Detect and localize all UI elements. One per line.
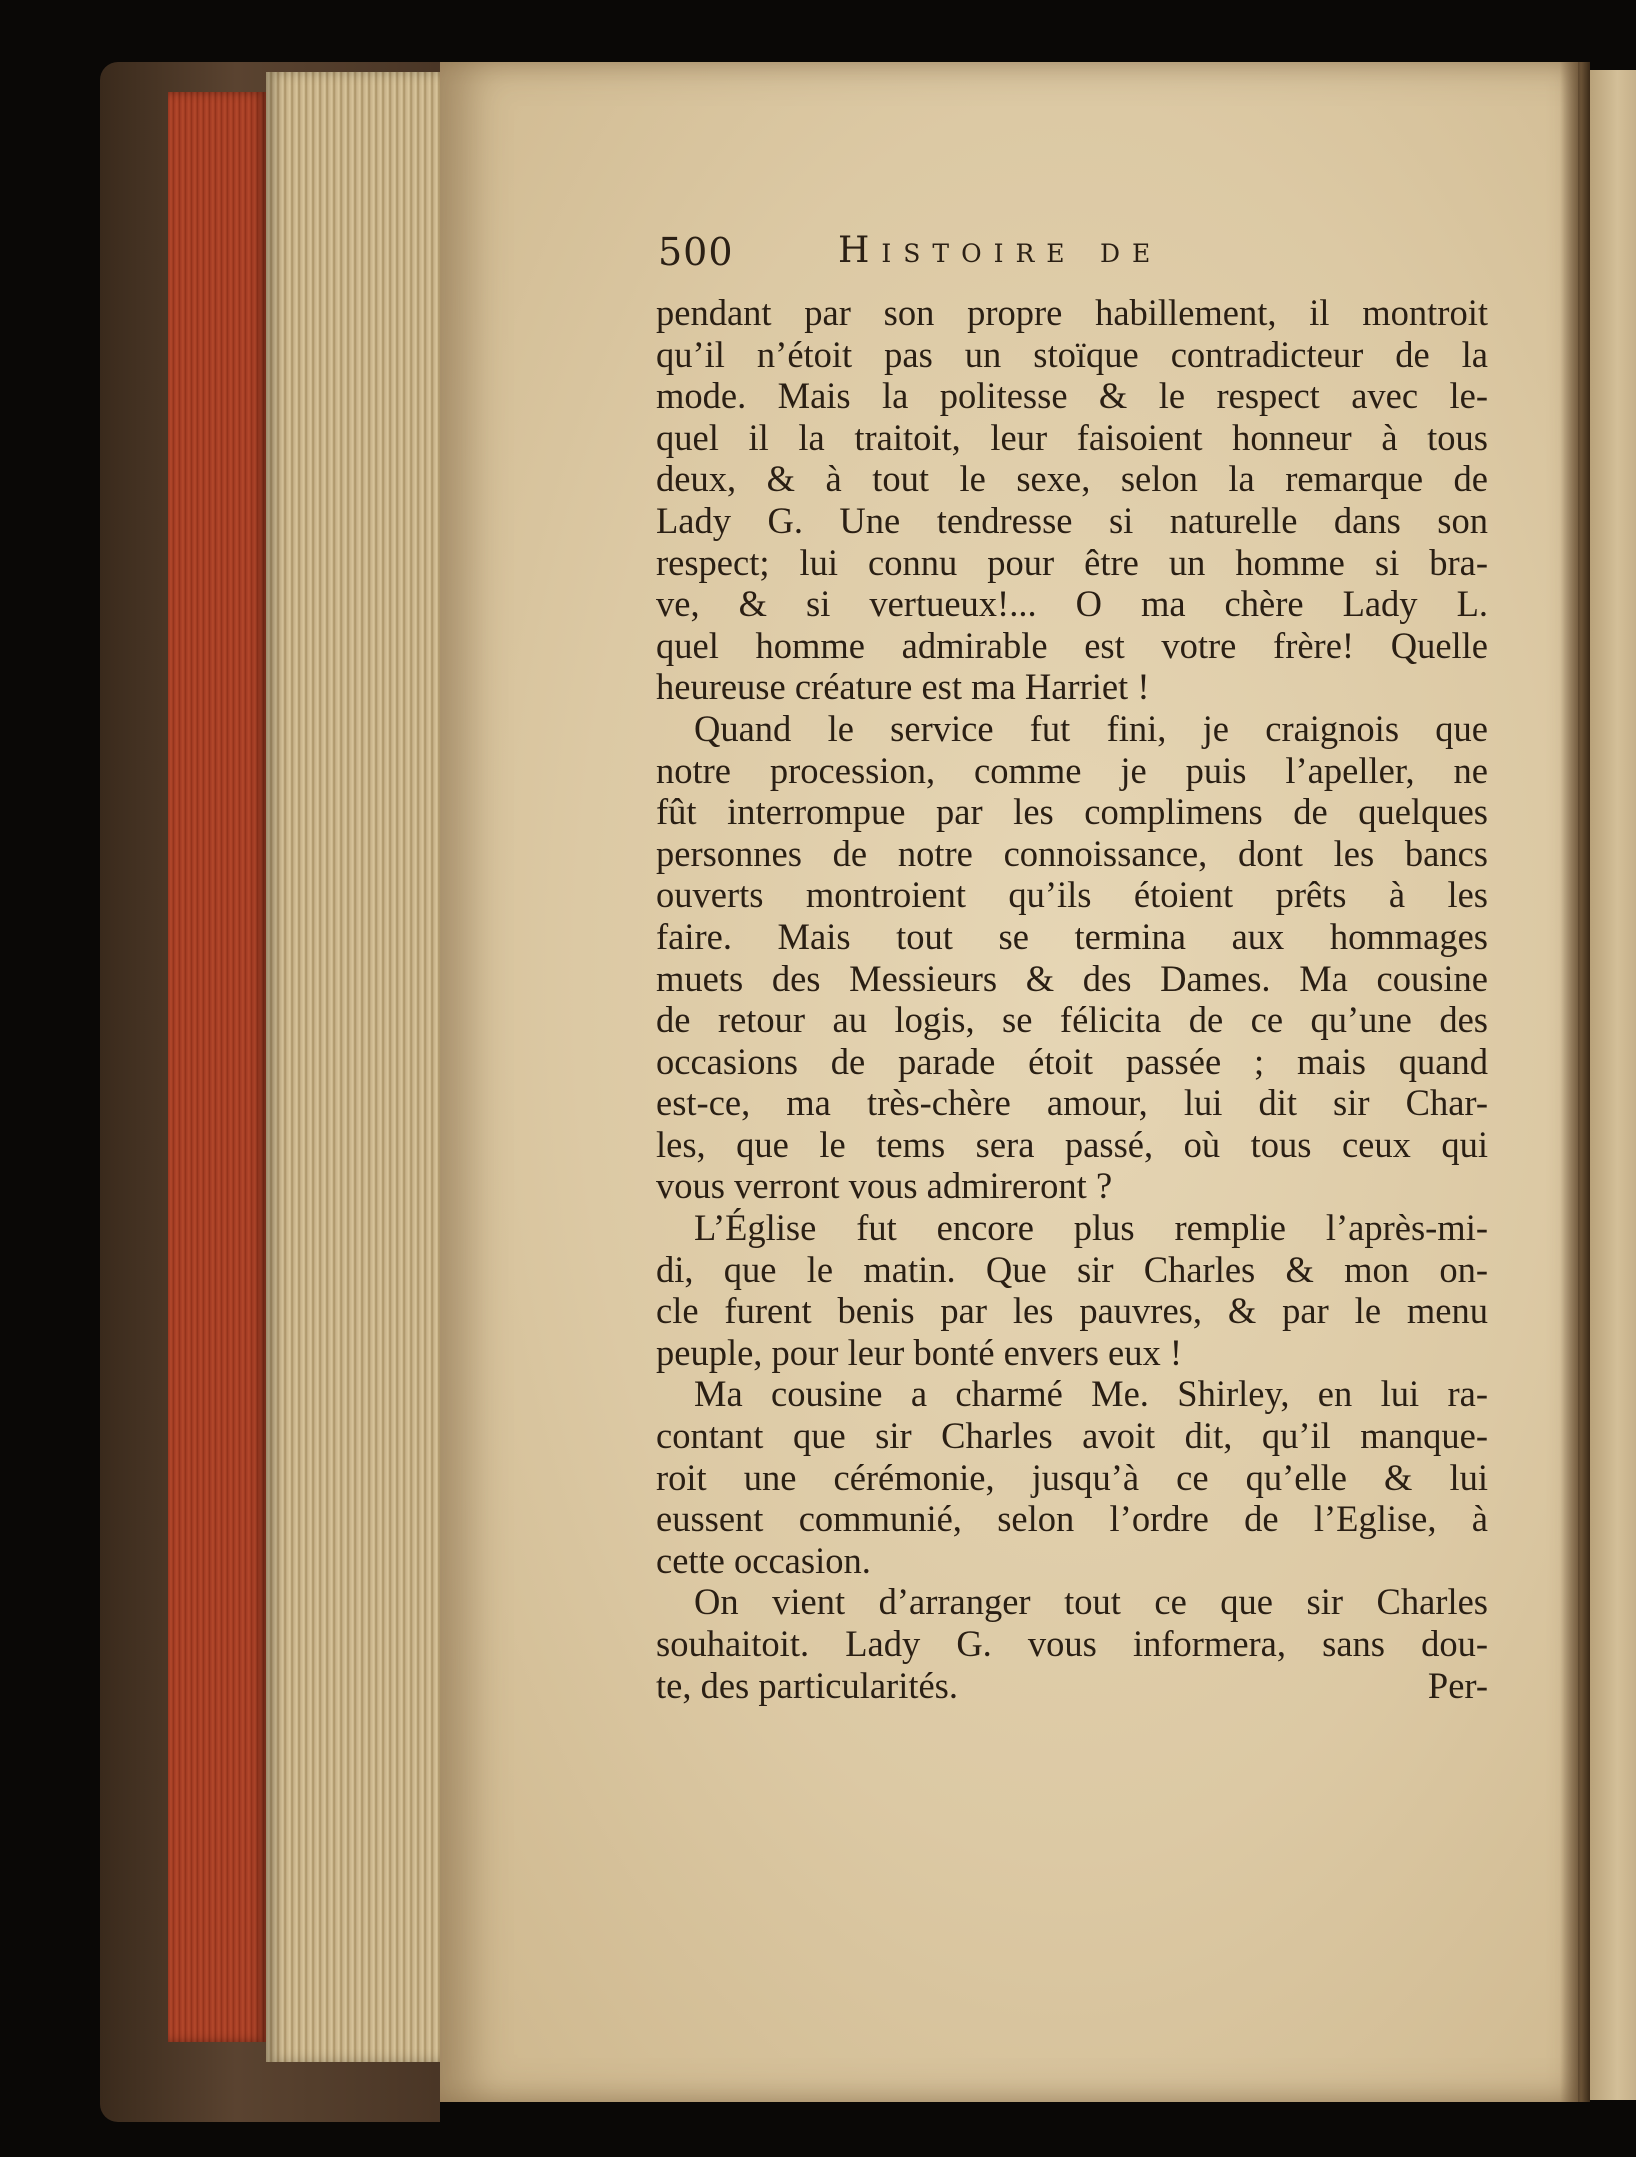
text-line: cle furent benis par les pauvres, & par le menu	[656, 1290, 1488, 1332]
text-line: qu’il n’étoit pas un stoïque contradicteur de la	[656, 333, 1488, 375]
text-line: peuple, pour leur bonté envers eux !	[656, 1331, 1183, 1373]
facing-page-edge	[1590, 70, 1636, 2100]
text-line: roit une cérémonie, jusqu’à ce qu’elle & lui	[656, 1456, 1488, 1498]
text-line: notre procession, comme je puis l’apeller, ne	[656, 749, 1488, 791]
running-title: Histoire de	[838, 230, 1163, 271]
text-line: quel homme admirable est votre frère! Quelle	[656, 624, 1488, 666]
text-line: personnes de notre connoissance, dont les bancs	[656, 832, 1488, 874]
paragraph-start-line: Quand le service fut fini, je craignois que	[694, 707, 1488, 749]
catchword: Per-	[1427, 1664, 1488, 1706]
paragraph-start-line: L’Église fut encore plus remplie l’après-mi-	[694, 1207, 1488, 1249]
text-line: est-ce, ma très-chère amour, lui dit sir Char-	[656, 1082, 1488, 1124]
paragraph-start-line: On vient d’arranger tout ce que sir Charles	[694, 1581, 1488, 1623]
text-line: quel il la traitoit, leur faisoient honneur à tous	[656, 416, 1488, 458]
text-line: vous verront vous admireront ?	[656, 1165, 1113, 1207]
page-number: 500	[658, 230, 734, 274]
text-line: pendant par son propre habillement, il montroit	[656, 292, 1488, 333]
running-head	[658, 230, 1478, 280]
text-line: occasions de parade étoit passée ; mais quand	[656, 1040, 1488, 1082]
text-line: ouverts montroient qu’ils étoient prêts à les	[656, 874, 1488, 916]
text-line: eussent communié, selon l’ordre de l’Eglise, à	[656, 1498, 1488, 1540]
final-line-row	[656, 1665, 1488, 1707]
text-line: Lady G. Une tendresse si naturelle dans son	[656, 499, 1488, 541]
page-gutter	[1560, 62, 1590, 2102]
text-line: ve, & si vertueux!... O ma chère Lady L.	[656, 583, 1488, 625]
paragraph-start-line: Ma cousine a charmé Me. Shirley, en lui ra-	[694, 1373, 1488, 1415]
text-line: contant que sir Charles avoit dit, qu’il manque-	[656, 1415, 1488, 1457]
page-edges	[266, 72, 446, 2062]
body-text	[656, 292, 1488, 1706]
text-line: heureuse créature est ma Harriet !	[656, 666, 1150, 708]
final-text-line: te, des particularités.	[656, 1664, 959, 1706]
red-page-edges	[168, 92, 266, 2042]
text-line: de retour au logis, se félicita de ce qu’une des	[656, 999, 1488, 1041]
text-line: les, que le tems sera passé, où tous ceux qui	[656, 1123, 1488, 1165]
text-line: faire. Mais tout se termina aux hommages	[656, 915, 1488, 957]
text-line: mode. Mais la politesse & le respect avec le-	[656, 375, 1488, 417]
text-line: di, que le matin. Que sir Charles & mon on-	[656, 1248, 1488, 1290]
text-line: cette occasion.	[656, 1539, 871, 1581]
text-line: souhaitoit. Lady G. vous informera, sans dou-	[656, 1623, 1488, 1664]
text-line: deux, & à tout le sexe, selon la remarque de	[656, 458, 1488, 500]
text-line: fût interrompue par les complimens de quelques	[656, 791, 1488, 833]
text-line: muets des Messieurs & des Dames. Ma cousine	[656, 957, 1488, 999]
text-line: respect; lui connu pour être un homme si bra-	[656, 541, 1488, 583]
